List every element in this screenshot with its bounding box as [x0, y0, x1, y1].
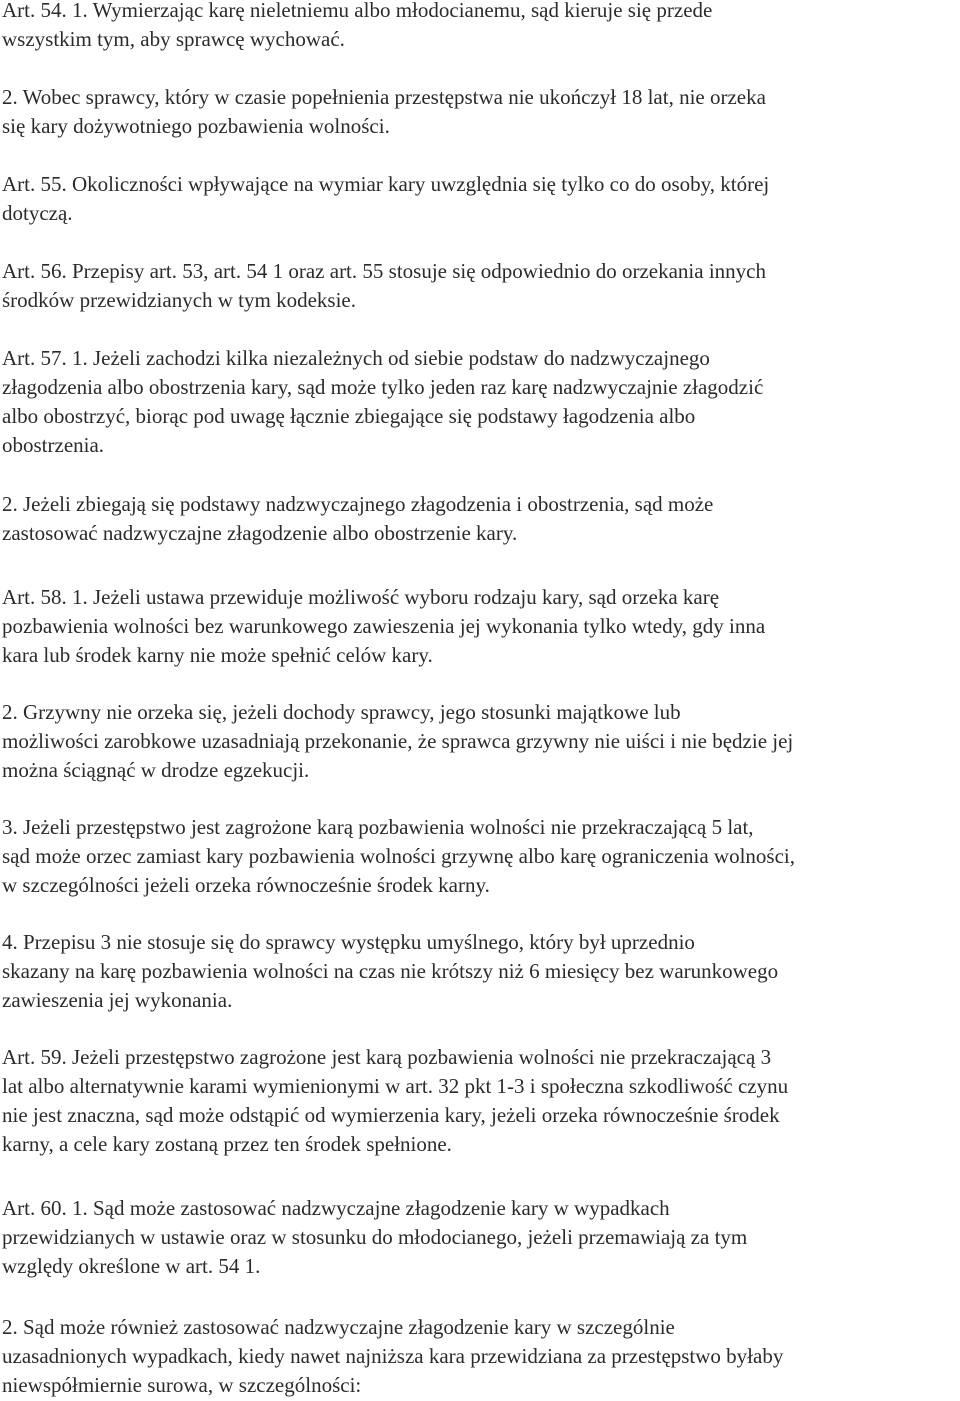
text-line: sąd może orzec zamiast kary pozbawienia wolności grzywnę albo karę ograniczenia wolności,	[2, 844, 796, 868]
paragraph-art-59	[2, 1043, 958, 1159]
text-line: kara lub środek karny nie może spełnić celów kary.	[2, 643, 433, 667]
paragraph-art-57-par-2	[2, 490, 958, 548]
text-line: zawieszenia jej wykonania.	[2, 988, 233, 1012]
text-line: można ściągnąć w drodze egzekucji.	[2, 758, 310, 782]
text-line: 2. Sąd może również zastosować nadzwyczajne złagodzenie kary w szczególnie	[2, 1315, 675, 1339]
text-line: 3. Jeżeli przestępstwo jest zagrożone karą pozbawienia wolności nie przekraczającą 5 lat,	[2, 815, 754, 839]
text-line: Art. 56. Przepisy art. 53, art. 54 1 oraz art. 55 stosuje się odpowiednio do orzekania innych	[2, 259, 766, 283]
text-line: się kary dożywotniego pozbawienia wolności.	[2, 114, 390, 138]
text-line: wszystkim tym, aby sprawcę wychować.	[2, 27, 345, 51]
paragraph-art-55	[2, 170, 958, 228]
text-line: środków przewidzianych w tym kodeksie.	[2, 288, 356, 312]
text-line: pozbawienia wolności bez warunkowego zawieszenia jej wykonania tylko wtedy, gdy inna	[2, 614, 766, 638]
text-line: nie jest znaczna, sąd może odstąpić od wymierzenia kary, jeżeli orzeka równocześnie środek	[2, 1103, 780, 1127]
paragraph-art-58-par-2	[2, 698, 958, 785]
text-line: 2. Jeżeli zbiegają się podstawy nadzwyczajnego złagodzenia i obostrzenia, sąd może	[2, 492, 714, 516]
text-line: Art. 55. Okoliczności wpływające na wymiar kary uwzględnia się tylko co do osoby, której	[2, 172, 770, 196]
text-line: Art. 59. Jeżeli przestępstwo zagrożone jest karą pozbawienia wolności nie przekraczającą 3	[2, 1045, 772, 1069]
text-line: albo obostrzyć, biorąc pod uwagę łącznie zbiegające się podstawy łagodzenia albo	[2, 404, 696, 428]
text-line: karny, a cele kary zostaną przez ten środek spełnione.	[2, 1132, 452, 1156]
text-line: możliwości zarobkowe uzasadniają przekonanie, że sprawca grzywny nie uiści i nie będzie jej	[2, 729, 794, 753]
text-line: skazany na karę pozbawienia wolności na czas nie krótszy niż 6 miesięcy bez warunkowego	[2, 959, 779, 983]
text-line: 2. Wobec sprawcy, który w czasie popełnienia przestępstwa nie ukończył 18 lat, nie orzeka	[2, 85, 766, 109]
text-line: uzasadnionych wypadkach, kiedy nawet najniższa kara przewidziana za przestępstwo byłaby	[2, 1344, 784, 1368]
text-line: dotyczą.	[2, 201, 73, 225]
paragraph-art-54-par-2	[2, 83, 958, 141]
text-line: względy określone w art. 54 1.	[2, 1254, 261, 1278]
text-line: 2. Grzywny nie orzeka się, jeżeli dochody sprawcy, jego stosunki majątkowe lub	[2, 700, 681, 724]
paragraph-art-57-par-1	[2, 344, 958, 460]
text-line: niewspółmiernie surowa, w szczególności:	[2, 1373, 362, 1397]
text-line: 4. Przepisu 3 nie stosuje się do sprawcy występku umyślnego, który był uprzednio	[2, 930, 695, 954]
text-line: Art. 54. 1. Wymierzając karę nieletniemu albo młodocianemu, sąd kieruje się przede	[2, 0, 713, 22]
text-line: w szczególności jeżeli orzeka równocześnie środek karny.	[2, 873, 490, 897]
paragraph-art-58-par-1	[2, 583, 958, 670]
text-line: obostrzenia.	[2, 433, 105, 457]
text-line: lat albo alternatywnie karami wymienionymi w art. 32 pkt 1-3 i społeczna szkodliwość czynu	[2, 1074, 789, 1098]
text-line: Art. 58. 1. Jeżeli ustawa przewiduje możliwość wyboru rodzaju kary, sąd orzeka karę	[2, 585, 720, 609]
text-line: przewidzianych w ustawie oraz w stosunku do młodocianego, jeżeli przemawiają za tym	[2, 1225, 748, 1249]
paragraph-art-54-par-1	[2, 0, 958, 54]
text-line: złagodzenia albo obostrzenia kary, sąd może tylko jeden raz karę nadzwyczajnie złagodzić	[2, 375, 764, 399]
paragraph-art-56	[2, 257, 958, 315]
text-line: zastosować nadzwyczajne złagodzenie albo obostrzenie kary.	[2, 521, 518, 545]
paragraph-art-60-par-1	[2, 1194, 958, 1281]
paragraph-art-58-par-4	[2, 928, 958, 1015]
paragraph-art-60-par-2	[2, 1313, 958, 1400]
text-line: Art. 57. 1. Jeżeli zachodzi kilka niezależnych od siebie podstaw do nadzwyczajnego	[2, 346, 710, 370]
paragraph-art-58-par-3	[2, 813, 958, 900]
text-line: Art. 60. 1. Sąd może zastosować nadzwyczajne złagodzenie kary w wypadkach	[2, 1196, 670, 1220]
